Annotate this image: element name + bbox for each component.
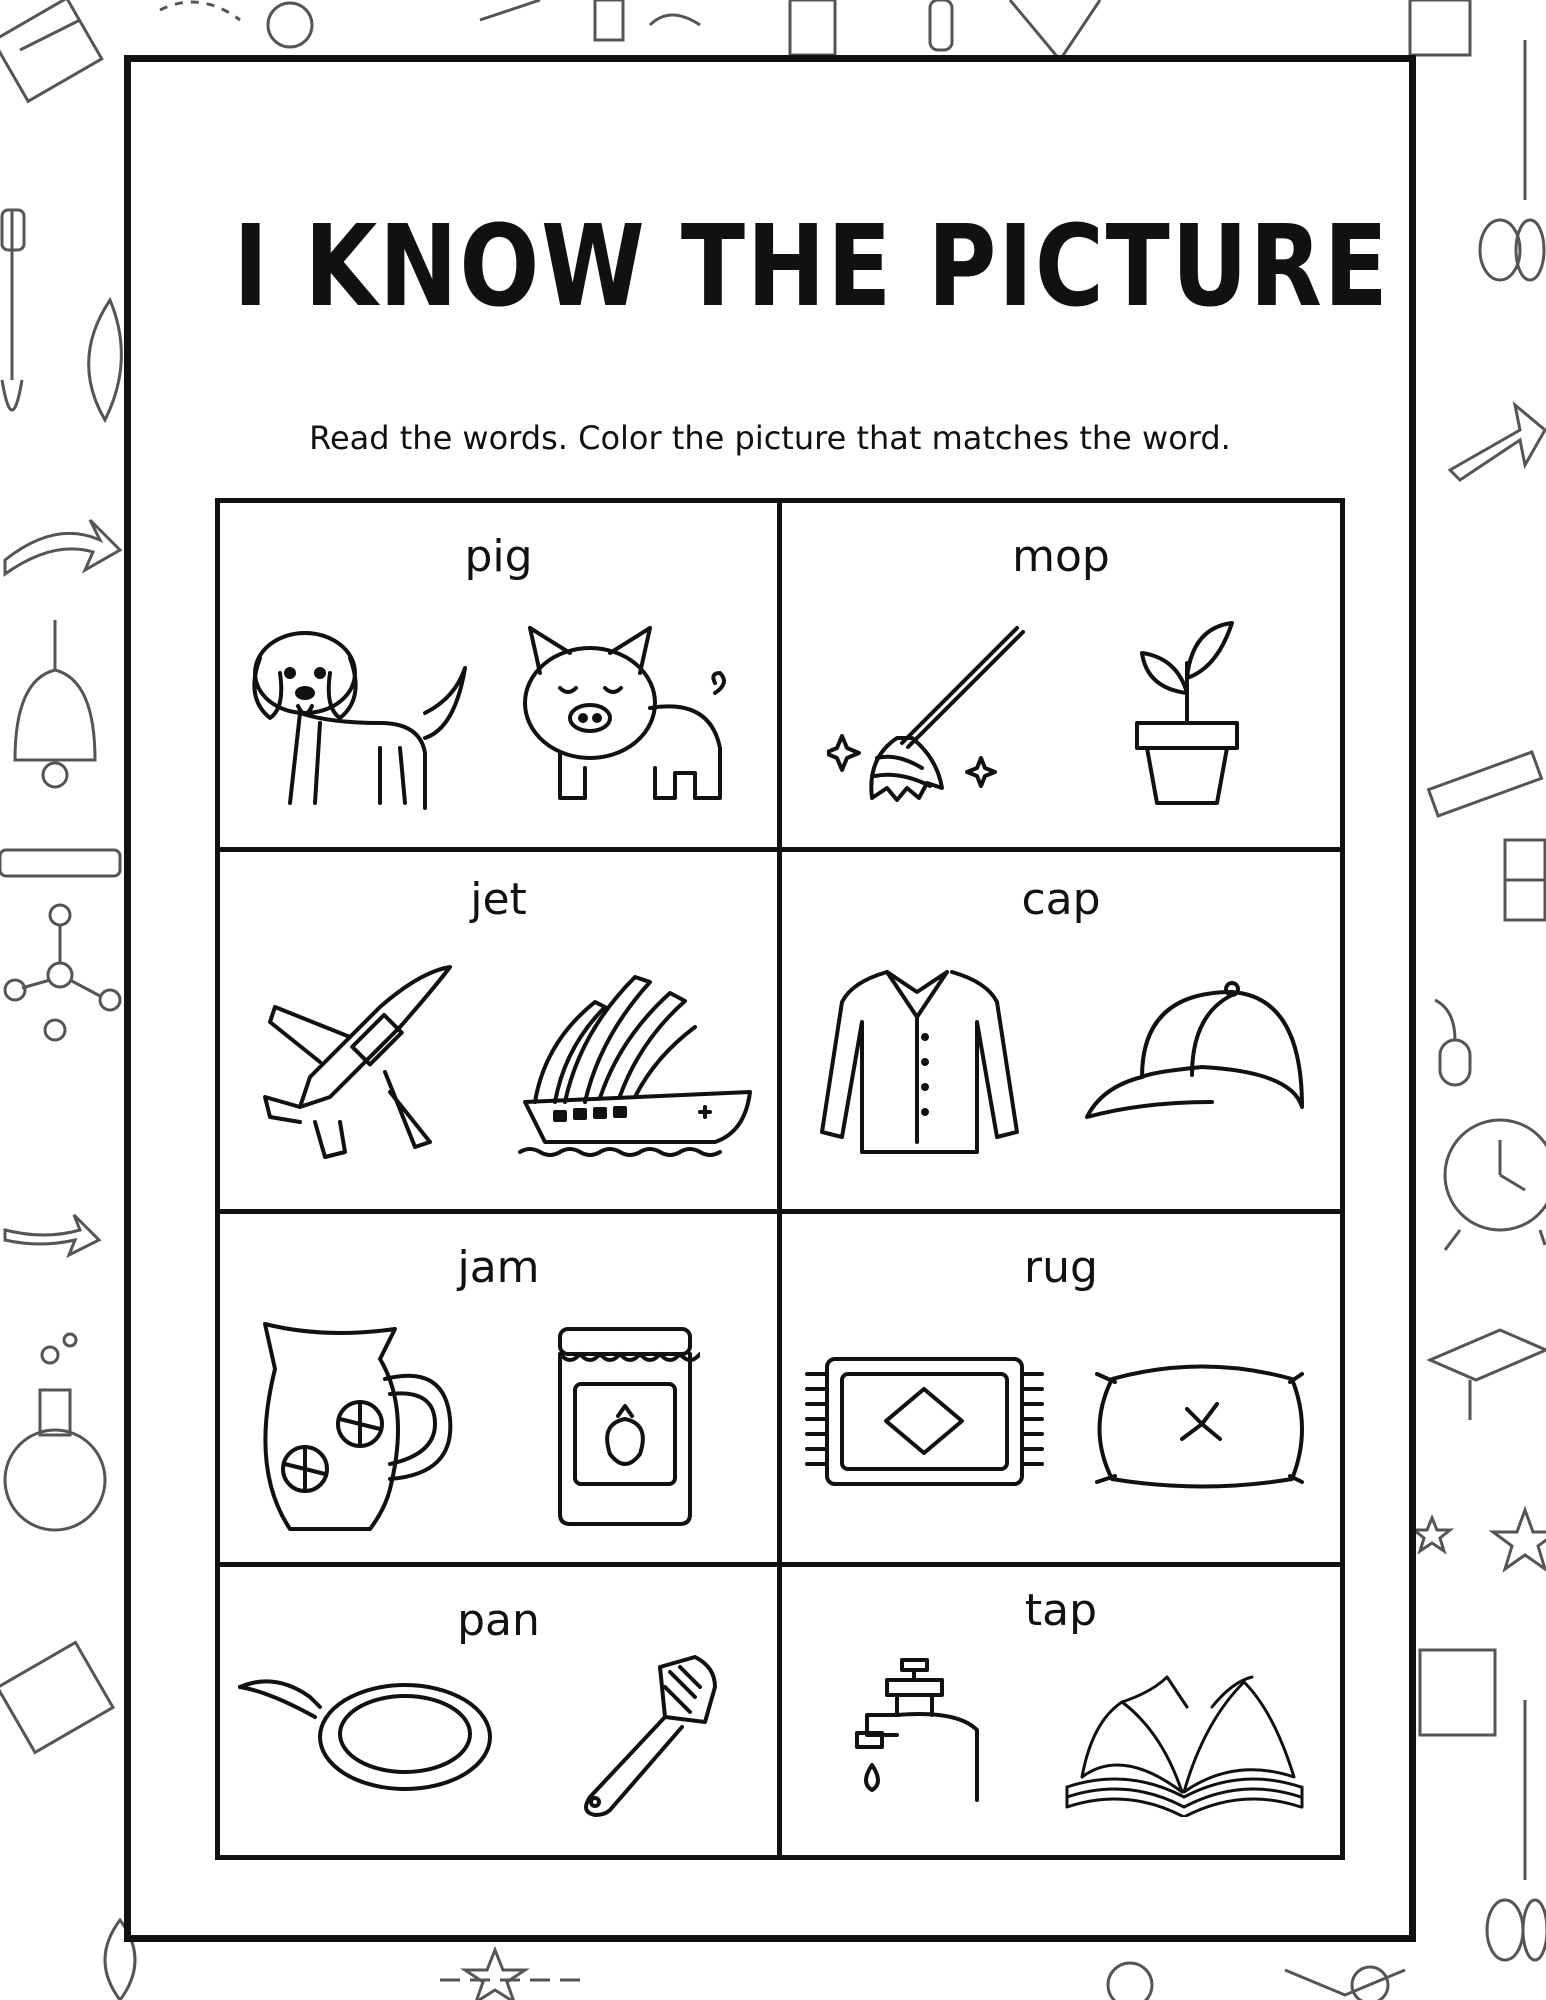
ruler-icon	[1429, 752, 1542, 816]
leaf-icon	[89, 300, 122, 420]
arrow-icon	[1450, 405, 1545, 480]
cell-jam	[220, 1214, 777, 1562]
bell-icon	[15, 620, 95, 787]
jam-jar-icon[interactable]	[550, 1324, 700, 1529]
paintbrush-icon	[2, 210, 24, 410]
star-icon	[1414, 1518, 1450, 1551]
scissors-icon	[1480, 40, 1544, 280]
cell-pig	[220, 503, 777, 847]
potted-plant-icon[interactable]	[1132, 613, 1252, 813]
cell-pan	[220, 1567, 777, 1855]
cell-tap	[782, 1567, 1340, 1855]
pig-icon[interactable]	[520, 618, 735, 808]
cell-jet	[220, 852, 777, 1209]
pen-icon	[0, 850, 120, 876]
book-icon	[0, 1642, 113, 1752]
cap-icon[interactable]	[1082, 977, 1307, 1127]
jet-icon[interactable]	[260, 962, 460, 1162]
tap-icon[interactable]	[852, 1655, 987, 1815]
word-label: jam	[457, 1242, 540, 1293]
worksheet-card	[124, 55, 1416, 1942]
book-icon[interactable]	[1062, 1667, 1307, 1817]
word-label: mop	[1012, 531, 1110, 582]
flask-icon	[5, 1334, 105, 1530]
picture-grid	[215, 498, 1345, 1860]
scissors-icon	[1487, 1700, 1546, 1960]
word-label: rug	[1024, 1242, 1098, 1293]
mop-icon[interactable]	[827, 618, 1037, 808]
arrow-icon	[5, 520, 120, 574]
blocks-icon	[1505, 840, 1545, 920]
book-icon	[0, 0, 102, 101]
arrow-icon	[5, 1215, 99, 1255]
shirt-icon[interactable]	[817, 967, 1022, 1162]
word-label: pig	[464, 531, 533, 582]
worksheet-instructions: Read the words. Color the picture that matches the word.	[309, 419, 1231, 457]
frying-pan-icon[interactable]	[235, 1672, 495, 1797]
rug-icon[interactable]	[802, 1354, 1047, 1489]
mouse-icon	[1435, 1000, 1470, 1085]
pillow-icon[interactable]	[1092, 1364, 1307, 1489]
word-label: cap	[1021, 874, 1101, 925]
worksheet-title: I KNOW THE PICTURE	[233, 202, 1390, 332]
alarm-clock-icon	[1445, 1120, 1546, 1250]
molecule-icon	[5, 905, 120, 1040]
graduation-cap-icon	[1430, 1330, 1546, 1420]
word-label: pan	[457, 1595, 540, 1646]
word-label: jet	[470, 874, 527, 925]
cell-rug	[782, 1214, 1340, 1562]
spatula-icon[interactable]	[570, 1652, 720, 1817]
cell-mop	[782, 503, 1340, 847]
star-icon	[1493, 1510, 1546, 1569]
ship-icon[interactable]	[515, 962, 755, 1162]
book-icon	[1420, 1650, 1495, 1735]
word-label: tap	[1024, 1585, 1098, 1636]
pitcher-icon[interactable]	[260, 1319, 460, 1534]
dog-icon[interactable]	[240, 618, 475, 818]
cell-cap	[782, 852, 1340, 1209]
